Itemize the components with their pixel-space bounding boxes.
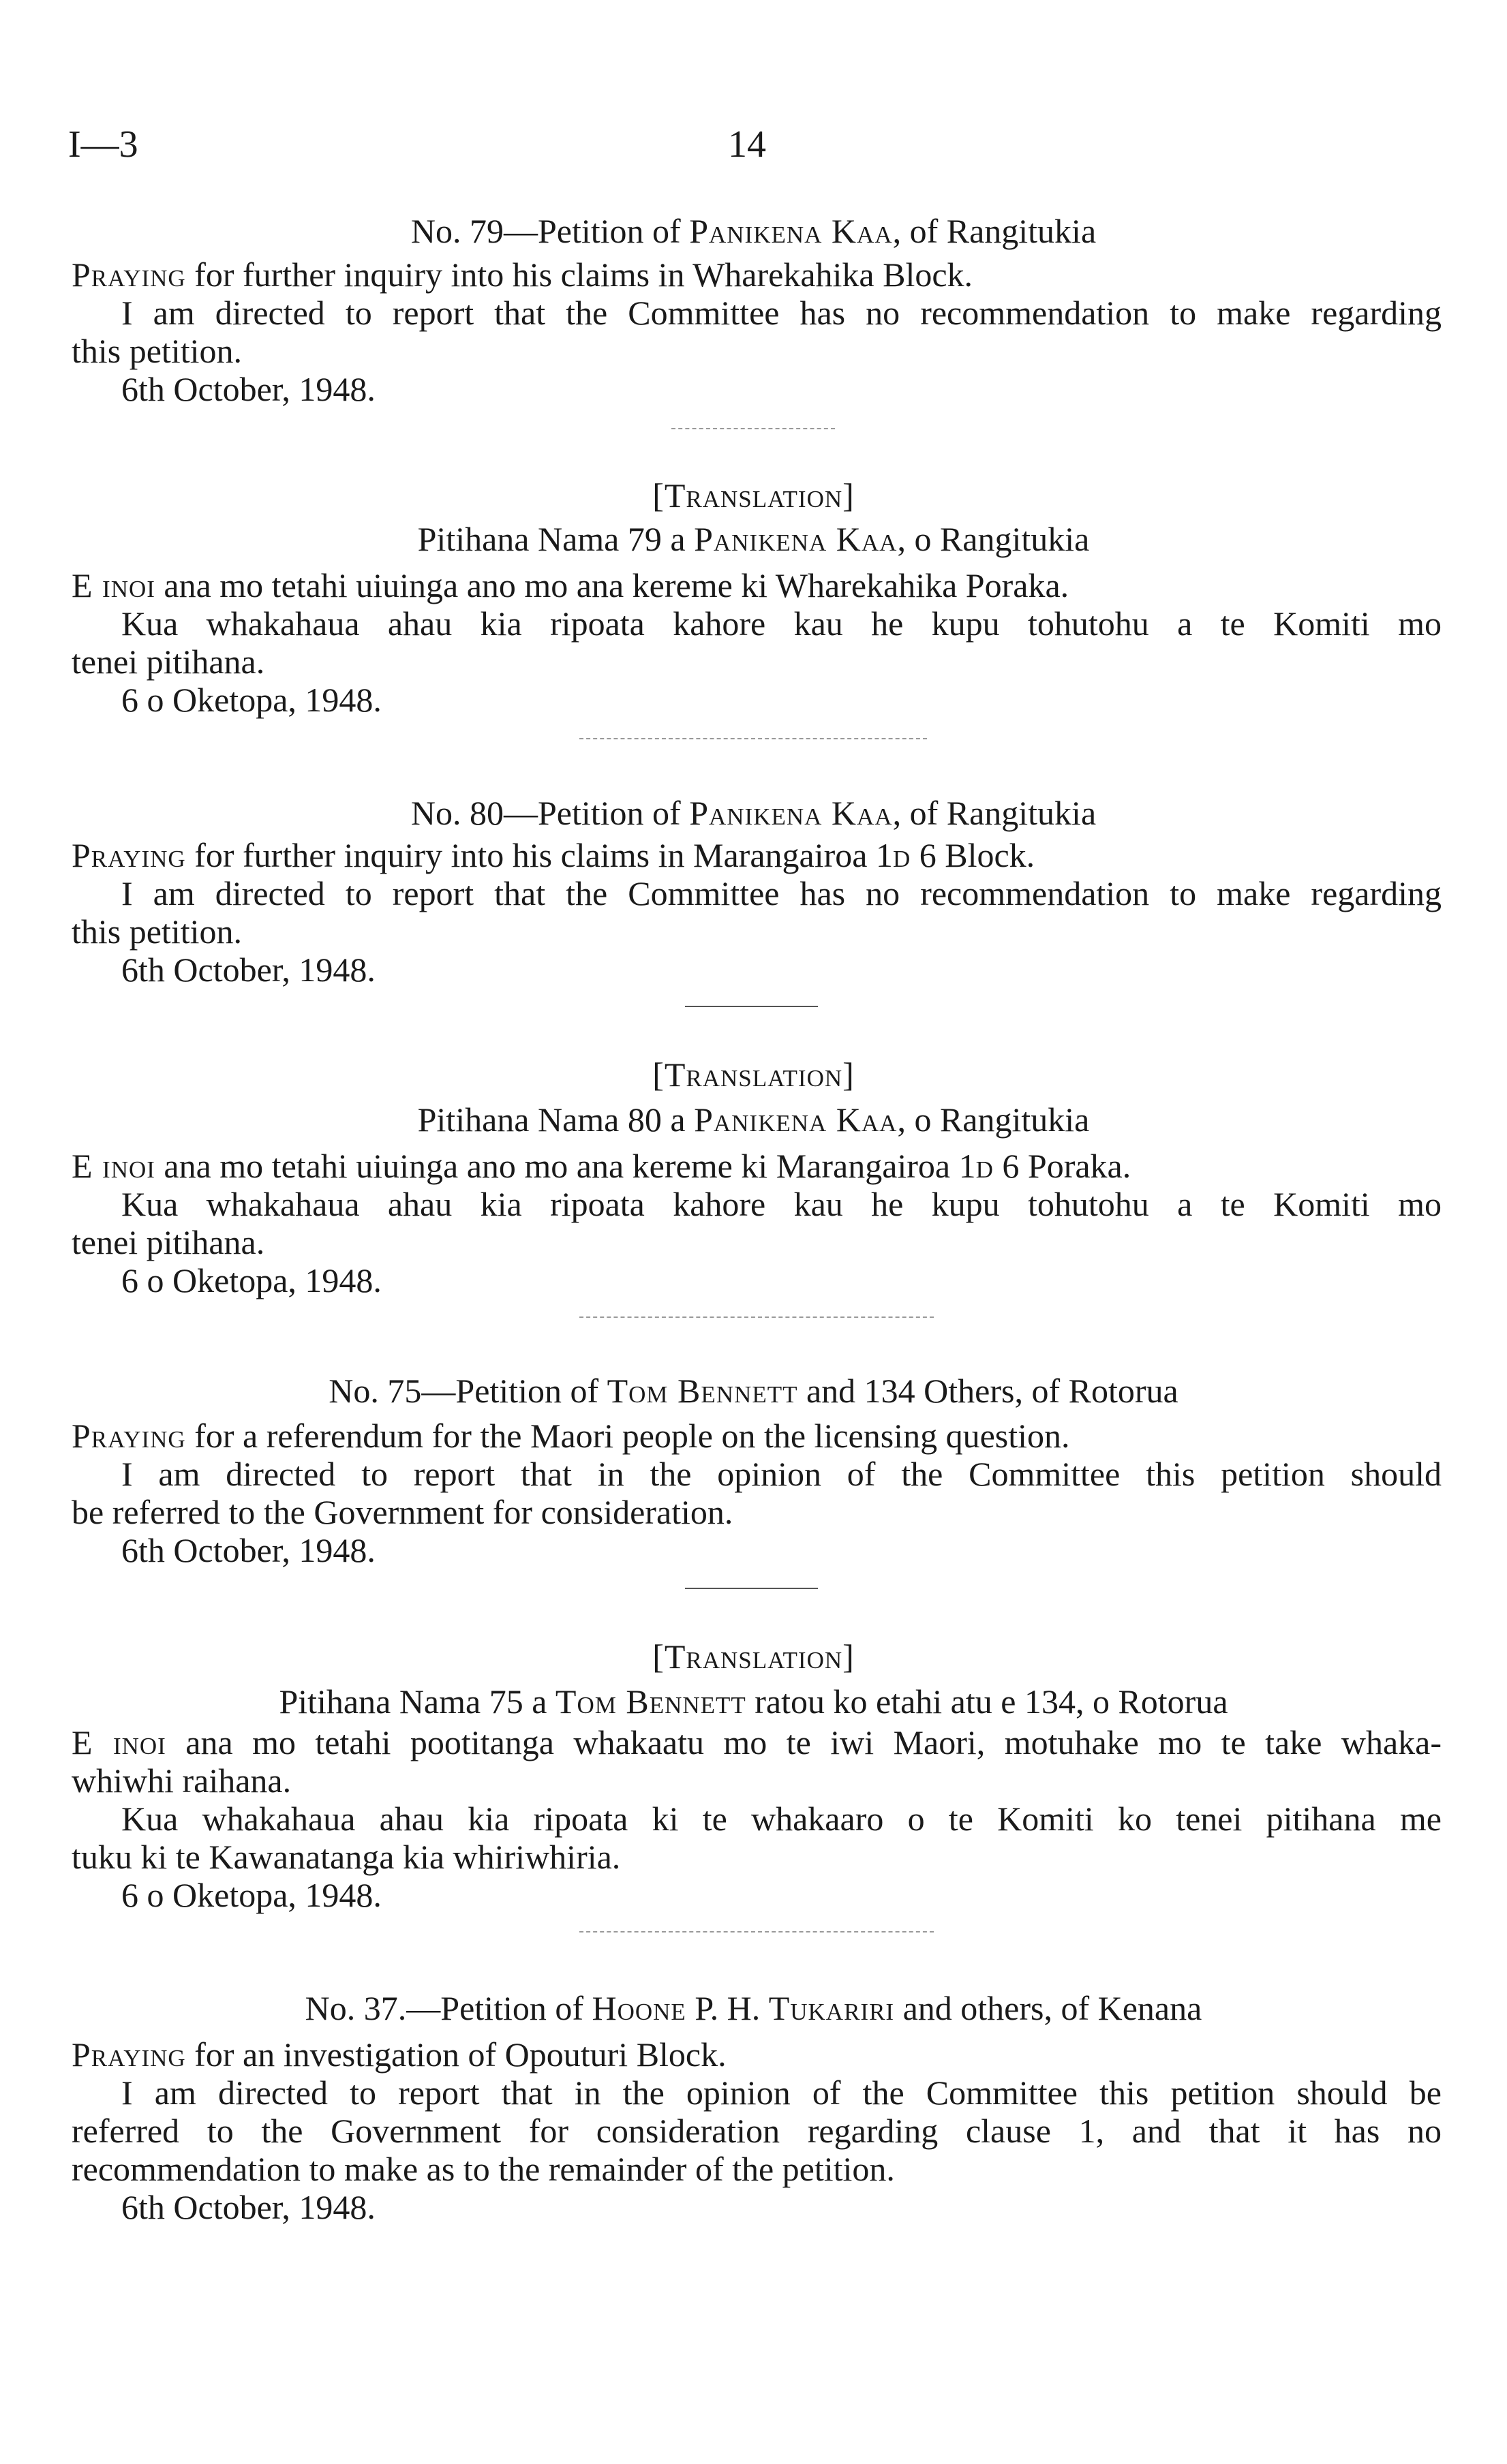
translation-75-inoi-line-2: whiwhi raihana.: [72, 1761, 292, 1800]
translation-80-inoi: E inoi ana mo tetahi uiuinga ano mo ana kereme ki Marangairoa 1d 6 Poraka.: [72, 1147, 1131, 1185]
translation-75-date: 6 o Oketopa, 1948.: [121, 1876, 382, 1914]
section-divider: [579, 738, 927, 739]
translation-75-report-line-1: Kua whakahaua ahau kia ripoata ki te whakaaro o te Komiti ko tenei pitihana me: [121, 1800, 1442, 1838]
petition-37-report-line-2: referred to the Government for consideration regarding clause 1, and that it has no: [72, 2112, 1442, 2150]
section-divider: [685, 1006, 818, 1007]
petition-80-date: 6th October, 1948.: [121, 951, 376, 989]
translation-79-inoi: E inoi ana mo tetahi uiuinga ano mo ana kereme ki Wharekahika Poraka.: [72, 566, 1069, 604]
petition-80-heading: No. 80—Petition of Panikena Kaa, of Rangitukia: [410, 794, 1097, 832]
translation-79-report-line-1: Kua whakahaua ahau kia ripoata kahore kau he kupu tohutohu a te Komiti mo: [121, 604, 1442, 643]
section-divider: [579, 1931, 934, 1932]
translation-75-inoi-line-1: E inoi ana mo tetahi pootitanga whakaatu mo te iwi Maori, motuhake mo te take whaka-: [72, 1723, 1442, 1761]
petition-79-praying: Praying for further inquiry into his claims in Wharekahika Block.: [72, 256, 973, 294]
translation-75-report-line-2: tuku ki te Kawanatanga kia whiriwhiria.: [72, 1838, 621, 1876]
translation-80-heading: Pitihana Nama 80 a Panikena Kaa, o Rangitukia: [417, 1100, 1090, 1139]
petition-80-report-line-1: I am directed to report that the Committee has no recommendation to make regarding: [121, 874, 1442, 912]
translation-75-heading: Pitihana Nama 75 a Tom Bennett ratou ko etahi atu e 134, o Rotorua: [279, 1682, 1228, 1721]
translation-80-date: 6 o Oketopa, 1948.: [121, 1261, 382, 1299]
petition-75-praying: Praying for a referendum for the Maori people on the licensing question.: [72, 1417, 1070, 1455]
petition-80-praying: Praying for further inquiry into his claims in Marangairoa 1d 6 Block.: [72, 836, 1035, 874]
petition-75-heading: No. 75—Petition of Tom Bennett and 134 Others, of Rotorua: [329, 1372, 1178, 1410]
page-number: 14: [728, 123, 766, 166]
petition-79-report-line-2: this petition.: [72, 332, 242, 370]
section-divider: [671, 428, 835, 429]
section-divider: [685, 1588, 818, 1589]
petition-75-report-line-1: I am directed to report that in the opinion of the Committee this petition should: [121, 1455, 1442, 1493]
petition-80-report-line-2: this petition.: [72, 912, 242, 951]
translation-80-label: [Translation]: [652, 1056, 855, 1094]
translation-75-label: [Translation]: [652, 1637, 855, 1676]
petition-75-report-line-2: be referred to the Government for consideration.: [72, 1493, 733, 1531]
section-divider: [579, 1316, 934, 1318]
petition-79-report-line-1: I am directed to report that the Committee has no recommendation to make regarding: [121, 294, 1442, 332]
petition-37-report-line-1: I am directed to report that in the opinion of the Committee this petition should be: [121, 2074, 1442, 2112]
translation-79-date: 6 o Oketopa, 1948.: [121, 681, 382, 719]
petition-37-praying: Praying for an investigation of Opouturi Block.: [72, 2035, 727, 2074]
petition-75-date: 6th October, 1948.: [121, 1531, 376, 1569]
paper-reference: I—3: [68, 123, 138, 166]
translation-79-heading: Pitihana Nama 79 a Panikena Kaa, o Rangitukia: [417, 520, 1090, 558]
petition-79-heading: No. 79—Petition of Panikena Kaa, of Rangitukia: [410, 212, 1097, 250]
petition-37-report-line-3: recommendation to make as to the remainder of the petition.: [72, 2150, 895, 2188]
translation-79-label: [Translation]: [652, 476, 855, 514]
translation-80-report-line-1: Kua whakahaua ahau kia ripoata kahore kau he kupu tohutohu a te Komiti mo: [121, 1185, 1442, 1223]
petition-37-heading: No. 37.—Petition of Hoone P. H. Tukariri and others, of Kenana: [305, 1989, 1202, 2027]
petition-37-date: 6th October, 1948.: [121, 2188, 376, 2226]
translation-79-report-line-2: tenei pitihana.: [72, 643, 265, 681]
translation-80-report-line-2: tenei pitihana.: [72, 1223, 265, 1261]
petition-79-date: 6th October, 1948.: [121, 370, 376, 408]
